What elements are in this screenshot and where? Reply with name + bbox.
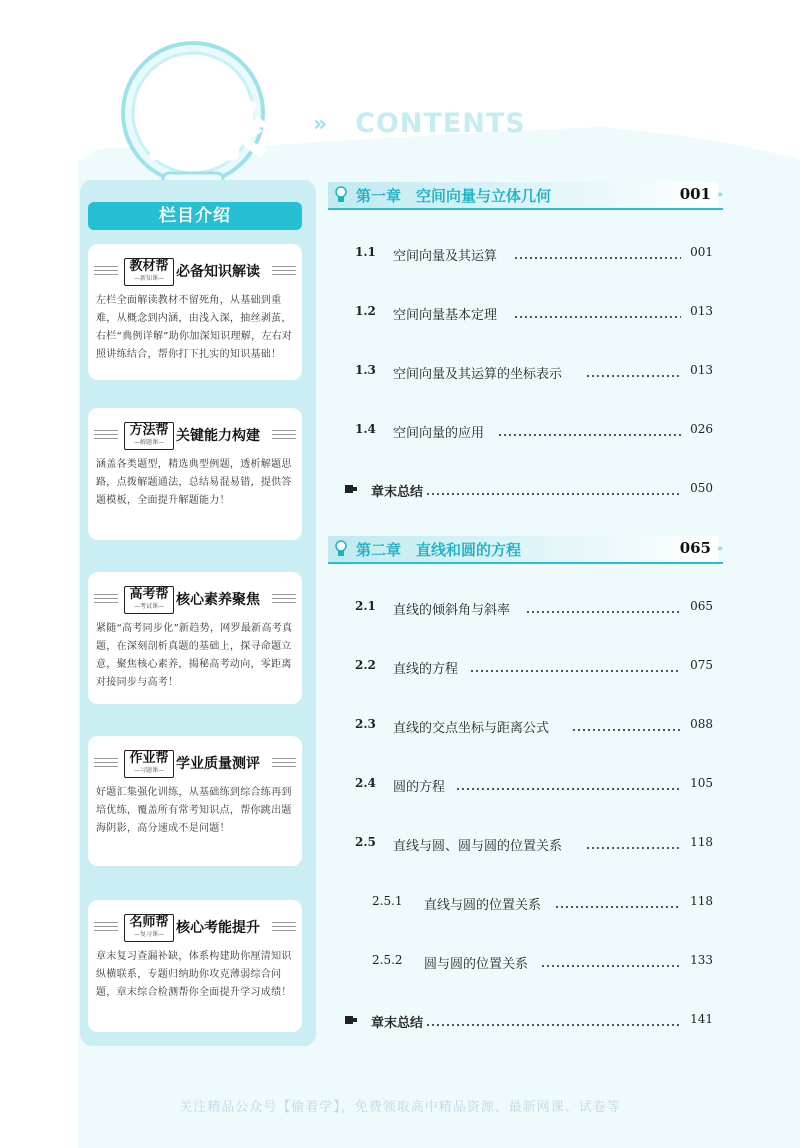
- card-subtitle: 必备知识解读: [176, 264, 260, 280]
- footer-note: 关注精品公众号【偷着学】，免费领取高中精品资源、最新网课、试卷等: [179, 1100, 621, 1115]
- toc-entry[interactable]: 1.1 空间向量及其运算 001: [355, 245, 713, 264]
- chevron-right-icon: »: [717, 544, 723, 554]
- card-subtitle: 学业质量测评: [176, 756, 260, 772]
- chapter-page: 001: [679, 185, 711, 203]
- column-card-2: [88, 408, 302, 540]
- toc-entry-summary[interactable]: 章末总结 050: [355, 481, 713, 501]
- toc-entry[interactable]: 1.2 空间向量基本定理 013: [355, 304, 713, 323]
- card-tag: 方法帮 —解题课—: [124, 422, 174, 450]
- bullet-icon: [345, 485, 353, 493]
- column-card-5: [88, 900, 302, 1032]
- column-card-4: [88, 736, 302, 866]
- card-tag: 作业帮 —习题课—: [124, 750, 174, 778]
- chapter-heading-1[interactable]: [328, 182, 723, 210]
- toc-entry[interactable]: 2.1 直线的倾斜角与斜率 065: [355, 599, 713, 618]
- card-description: 紧随“高考同步化”新趋势，网罗最新高考真题，在深刻剖析真题的基础上，探寻命题立意，聚焦核心素养，揭秘高考动向，零距离对接同步与高考！: [96, 623, 293, 688]
- toc-entry[interactable]: 2.2 直线的方程 075: [355, 658, 713, 677]
- toc-entry[interactable]: 2.5.2 圆与圆的位置关系 133: [372, 953, 713, 972]
- page-title: 目录: [140, 95, 269, 168]
- toc-entry-summary[interactable]: 章末总结 141: [355, 1012, 713, 1032]
- chapter-heading-2[interactable]: [328, 536, 723, 564]
- lightbulb-icon: [334, 186, 348, 204]
- toc-entry[interactable]: 2.5 直线与圆、圆与圆的位置关系 118: [355, 835, 713, 854]
- bullet-icon: [345, 1016, 353, 1024]
- card-description: 好题汇集强化训练，从基础练到综合练再到培优练，覆盖所有常考知识点，帮你跳出题海阴影，高分速成不是问题！: [96, 787, 292, 834]
- toc-entry[interactable]: 2.5.1 直线与圆的位置关系 118: [372, 894, 713, 913]
- card-tag: 高考帮 —考试课—: [124, 586, 174, 614]
- chapter-page: 065: [679, 539, 711, 557]
- toc-entry[interactable]: 2.3 直线的交点坐标与距离公式 088: [355, 717, 713, 736]
- card-tag: 名师帮 —复习课—: [124, 914, 174, 942]
- toc-entry[interactable]: 1.3 空间向量及其运算的坐标表示 013: [355, 363, 713, 382]
- card-subtitle: 关键能力构建: [176, 428, 260, 444]
- card-tag: 教材帮 —新知课—: [124, 258, 174, 286]
- card-description: 左栏全面解读教材不留死角，从基础到重难，从概念到内涵，由浅入深，抽丝剥茧，右栏“典例详解”助你加深知识理解，左右对照讲练结合，帮你打下扎实的知识基础！: [96, 295, 293, 360]
- chevron-right-icon: »: [313, 112, 328, 137]
- column-card-1: [88, 244, 302, 380]
- lightbulb-icon: [334, 540, 348, 558]
- card-subtitle: 核心素养聚焦: [176, 592, 260, 608]
- contents-heading: CONTENTS: [355, 108, 526, 139]
- chapter-title: 第二章 直线和圆的方程: [356, 541, 522, 559]
- column-card-3: [88, 572, 302, 704]
- card-description: 章末复习查漏补缺，体系构建助你厘清知识纵横联系，专题归纳助你攻克薄弱综合问题，章末综合检测帮你全面提升学习成绩！: [96, 951, 292, 998]
- chapter-title: 第一章 空间向量与立体几何: [356, 187, 552, 205]
- toc-entry[interactable]: 1.4 空间向量的应用 026: [355, 422, 713, 441]
- sidebar-title: 栏目介绍: [88, 202, 302, 230]
- card-subtitle: 核心考能提升: [176, 920, 260, 936]
- card-description: 涵盖各类题型，精选典型例题，透析解题思路，点拨解题通法，总结易混易错，提供答题模板，全面提升解题能力！: [96, 459, 292, 506]
- toc-entry[interactable]: 2.4 圆的方程 105: [355, 776, 713, 795]
- chevron-right-icon: »: [717, 190, 723, 200]
